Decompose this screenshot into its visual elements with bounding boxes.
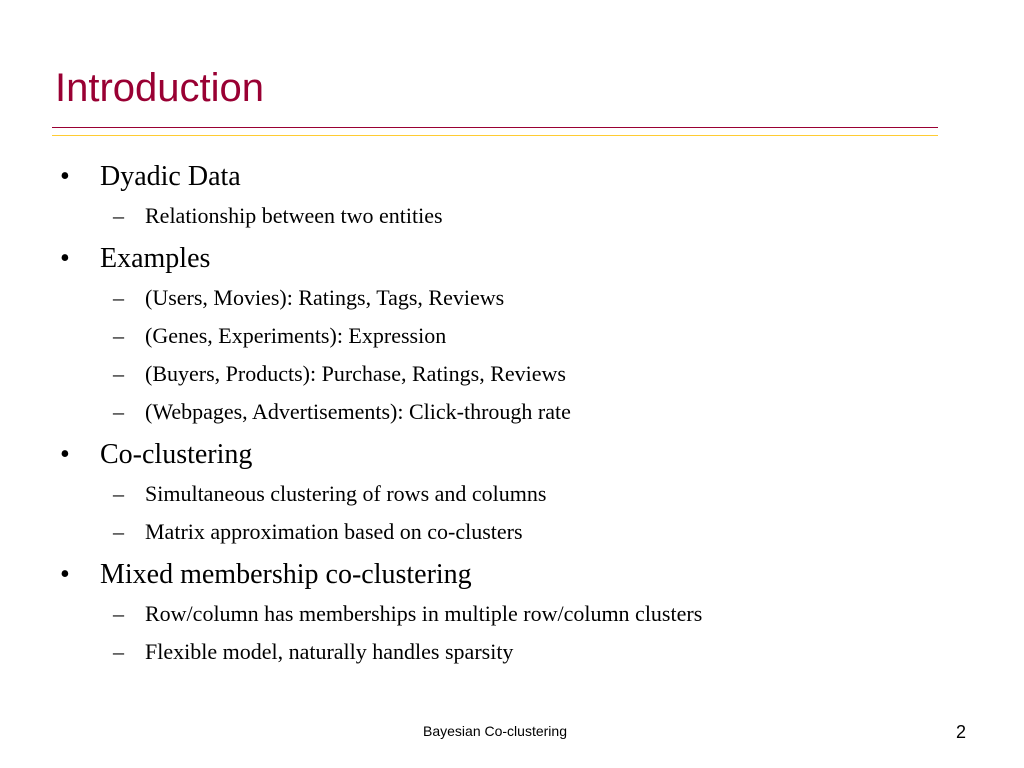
sub-bullet-marker: – (113, 323, 124, 348)
sub-bullet-text: (Webpages, Advertisements): Click-through rate (145, 399, 571, 424)
bullet-marker: • (60, 161, 70, 192)
bullet-group-co-clustering (0, 435, 1000, 551)
bullet-item (0, 435, 1000, 475)
sub-bullet-text: Row/column has memberships in multiple row/column clusters (145, 601, 703, 626)
sub-bullet-text: Simultaneous clustering of rows and columns (145, 481, 547, 506)
sub-bullet-item (0, 475, 1000, 513)
bullet-item (0, 157, 1000, 197)
page-number: 2 (955, 722, 966, 742)
sub-bullet-item (0, 595, 1000, 633)
slide-title: Introduction (55, 66, 265, 110)
sub-bullet-marker: – (113, 203, 124, 228)
bullet-text: Dyadic Data (100, 161, 241, 192)
sub-bullet-marker: – (113, 519, 124, 544)
sub-bullet-item (0, 197, 1000, 235)
sub-bullet-text: Relationship between two entities (145, 203, 443, 228)
sub-bullet-marker: – (113, 481, 124, 506)
sub-bullet-item (0, 355, 1000, 393)
bullet-marker: • (60, 439, 70, 470)
sub-bullet-text: (Genes, Experiments): Expression (145, 323, 447, 348)
sub-bullet-item (0, 633, 1000, 671)
sub-bullet-marker: – (113, 361, 124, 386)
bullet-item (0, 555, 1000, 595)
sub-bullet-item (0, 279, 1000, 317)
bullet-group-mixed-membership (0, 555, 1000, 671)
sub-bullet-item (0, 513, 1000, 551)
sub-bullet-text: Matrix approximation based on co-clusters (145, 519, 523, 544)
sub-bullet-marker: – (113, 601, 124, 626)
sub-bullet-marker: – (113, 285, 124, 310)
sub-bullet-item (0, 393, 1000, 431)
sub-bullet-marker: – (113, 399, 124, 424)
bullet-item (0, 239, 1000, 279)
bullet-text: Mixed membership co-clustering (100, 559, 472, 590)
footer-title: Bayesian Co-clustering (423, 723, 567, 739)
sub-bullet-item (0, 317, 1000, 355)
sub-bullet-text: Flexible model, naturally handles sparsity (145, 639, 514, 664)
sub-bullet-marker: – (113, 639, 124, 664)
bullet-group-examples (0, 239, 1000, 431)
sub-bullet-text: (Users, Movies): Ratings, Tags, Reviews (145, 285, 505, 310)
bullet-text: Examples (100, 243, 211, 274)
bullet-marker: • (60, 559, 70, 590)
bullet-group-dyadic-data (0, 157, 1000, 235)
sub-bullet-text: (Buyers, Products): Purchase, Ratings, Reviews (145, 361, 566, 386)
bullet-text: Co-clustering (100, 439, 253, 470)
bullet-marker: • (60, 243, 70, 274)
